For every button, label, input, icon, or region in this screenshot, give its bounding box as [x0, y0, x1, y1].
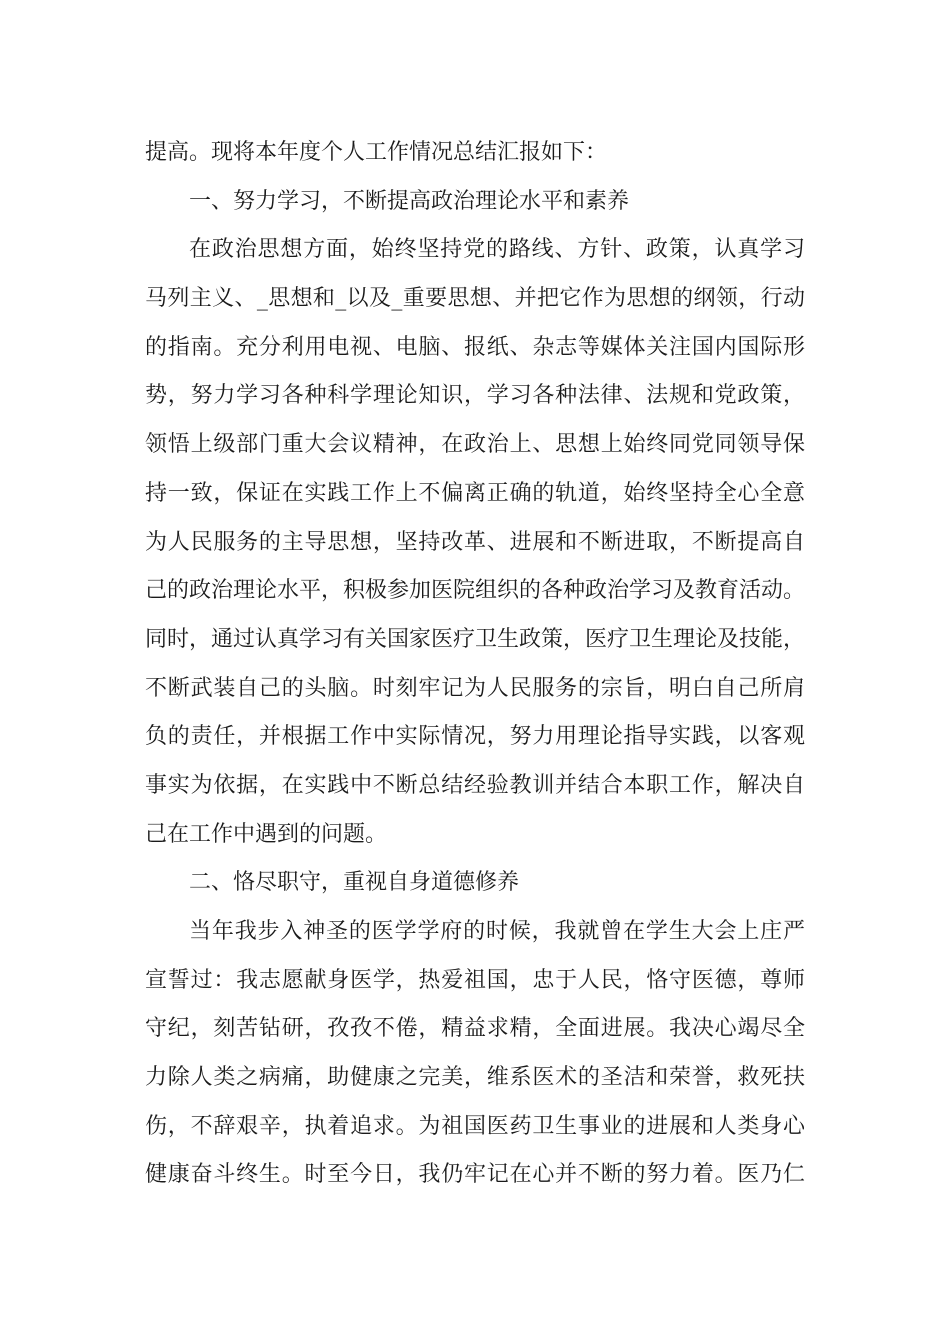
- document-body: [145, 129, 805, 1200]
- text-line: 势，努力学习各种科学理论知识，学习各种法律、法规和党政策，: [145, 383, 805, 409]
- text-line: 二、恪尽职守，重视自身道德修养: [189, 870, 520, 896]
- text-line: 同时，通过认真学习有关国家医疗卫生政策，医疗卫生理论及技能，: [145, 626, 806, 652]
- text-line: 为人民服务的主导思想，坚持改革、进展和不断进取，不断提高自: [145, 529, 805, 555]
- text-line: 宣誓过：我志愿献身医学，热爱祖国，忠于人民，恪守医德，尊师: [145, 967, 805, 993]
- text-line: 的指南。充分利用电视、电脑、报纸、杂志等媒体关注国内国际形: [145, 334, 805, 360]
- text-line: 伤，不辞艰辛，执着追求。为祖国医药卫生事业的进展和人类身心: [145, 1113, 805, 1139]
- text-line: 一、努力学习，不断提高政治理论水平和素养: [189, 188, 630, 214]
- text-line: 不断武装自己的头脑。时刻牢记为人民服务的宗旨，明白自己所肩: [145, 675, 805, 701]
- text-line: 健康奋斗终生。时至今日，我仍牢记在心并不断的努力着。医乃仁: [145, 1162, 805, 1188]
- text-line: 守纪，刻苦钻研，孜孜不倦，精益求精，全面进展。我决心竭尽全: [145, 1016, 805, 1042]
- text-line: 提高。现将本年度个人工作情况总结汇报如下：: [145, 140, 608, 165]
- text-line: 事实为依据，在实践中不断总结经验教训并结合本职工作，解决自: [145, 772, 805, 798]
- text-line: 己在工作中遇到的问题。: [145, 821, 388, 847]
- text-line: 领悟上级部门重大会议精神，在政治上、思想上始终同党同领导保: [145, 432, 805, 458]
- text-line: 在政治思想方面，始终坚持党的路线、方针、政策，认真学习: [189, 237, 805, 263]
- text-line: 当年我步入神圣的医学学府的时候，我就曾在学生大会上庄严: [189, 919, 805, 944]
- text-line: 己的政治理论水平，积极参加医院组织的各种政治学习及教育活动。: [145, 578, 806, 604]
- text-line: 持一致，保证在实践工作上不偏离正确的轨道，始终坚持全心全意: [145, 480, 805, 506]
- text-line: 马列主义、_思想和_以及_重要思想、并把它作为思想的纲领，行动: [145, 286, 805, 312]
- text-line: 力除人类之病痛，助健康之完美，维系医术的圣洁和荣誉，救死扶: [145, 1065, 805, 1091]
- text-line: 负的责任，并根据工作中实际情况，努力用理论指导实践，以客观: [145, 724, 805, 750]
